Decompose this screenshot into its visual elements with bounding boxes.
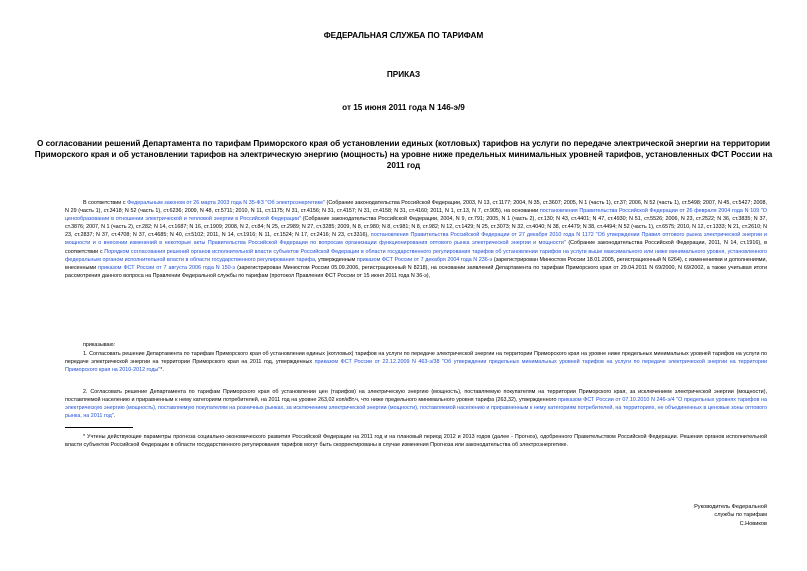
item1-text-1: 1. Согласовать решение Департамента по тарифам Приморского края об установлении единых (котловых) тарифов на услуги по передаче электрической энергии на территории Приморского края на уровне ниже предельных минимальных уровней тарифов на услуги по передаче электрической энергии на территории Приморского края на 2011 год, утвержденных (65, 351, 767, 366)
link-order-236[interactable]: приказом ФСТ России от 7 декабря 2004 года N 236-э (356, 256, 493, 263)
order-item-2 (65, 388, 767, 420)
preamble-text-5: , утвержденным (314, 256, 357, 263)
order-word: приказываю: (83, 342, 116, 348)
signature-title-line-2: службы по тарифам (714, 512, 767, 519)
item1-text-2: *. (160, 367, 164, 374)
preamble-paragraph (65, 199, 767, 280)
preamble-text-6: (зарегистрирован Минюстом России 18.01.2005, регистрационный N 6264), с изменениями и дополнениями, внесенными (65, 256, 767, 271)
signature-name: С.Новиков (739, 520, 767, 527)
preamble-text-3: (Собрание законодательства Российской Федерации, 2004, N 9, ст.791; 2005, N 1 (часть 2), ст.130; N 43, ст.4401; N 47, ст.4930; N 51, ст.5526; 2006, N 23, ст.2522; N 36, ст.3835; N 37, ст.3876; 2007, N 1 (часть 2), ст.282; N 14, ст.1687; N 16, ст.1909; 2008, N 2, ст.84; N 25, ст.2989; N 27, ст.3285; 2009, N 8, ст.980; N 8, ст.981; N 8, ст.982; N 12, ст.1429; N 25, ст.3073; N 32, ст.4040; N 38, ст.4479; N 38, ст.4494; N 52 (часть 1), ст.6575; 2010, N 12, ст.1333; N 21, ст.2610; N 23, ст.2837; N 37, ст.4708; N 37, ст.4685; N 40, ст.5102; 2011, N 14, ст.1916; N 11, ст.1524; N 17, ст.2416; N 23, ст.3316), (65, 216, 767, 239)
link-federal-law-35[interactable]: Федеральным законом от 26 марта 2003 года N 35-ФЗ "Об электроэнергетике" (127, 200, 326, 206)
signature-title-line-1: Руководитель Федеральной (694, 504, 767, 510)
link-order-150[interactable]: приказом ФСТ России от 7 августа 2006 года N 150-э (98, 264, 236, 271)
order-item-1 (65, 350, 767, 374)
footnote-separator (65, 427, 133, 428)
item2-text-1: 2. Согласовать решение Департамента по тарифам Приморского края об установлении цен (тарифов) на электрическую энергию (мощность), поставляемую покупателям на территории Приморского края, за исключением электрической энергии (мощности), поставляемой населению и приравненным к нему категориям потребителей, на 2011 год на уровне 263,02 коп/кВт.ч, что ниже предельного минимального уровня тарифа (263,32), утвержденного (65, 389, 767, 404)
link-order-246[interactable]: приказом ФСТ России от 07.10.2010 N 246-э/4 "О предельных уровнях тарифов на электрическую энергию (мощность), поставляемую покупателям на розничных рынках, за исключением электрической энергии (мощности), поставляемой населению и приравненным к нему категориям потребителей, на территориях, не объединенных в ценовые зоны оптового рынка, на 2011 год" (65, 397, 767, 420)
link-approval-procedure[interactable]: Порядком согласования решений органов исполнительной власти субъектов Российской Федерации в области государственного регулирования тарифов об установлении тарифов на услуги выше максимального или ниже минимального уровня, установленного федеральным органом исполнительной власти в области государственного регулирования тарифа (65, 248, 767, 263)
preamble-text-4: (Собрание законодательства Российской Федерации, 2011, N 14, ст.1916), в соответствии с (65, 240, 767, 255)
link-resolution-109[interactable]: постановления Правительства Российской Федерации от 26 февраля 2004 года N 109 "О ценообразовании в отношении электрической и тепловой энергии в Российской Федерации" (65, 208, 767, 223)
item2-text-2: . (113, 413, 116, 420)
preamble-text-7: (зарегистрирован Минюстом России 05.09.2006, регистрационный N 8218), на основании заявлений Департамента по тарифам Приморского края от 29.04.2011 N 69/2000, N 69/2002, а также учитывая итоги рассмотрения данного вопроса на Правлении Федеральной службы по тарифам (протокол Правления ФСТ России от 15 июня 2011 года N 36-э), (65, 264, 767, 279)
document-type-heading: ПРИКАЗ (386, 70, 421, 79)
signature-block (694, 503, 767, 528)
document-title: О согласовании решений Департамента по тарифам Приморского края об установлении единых (котловых) тарифов на услуги по передаче электрической энергии на территории Приморского края и об установлении тарифов на электрическую энергию (мощность) на уровне ниже предельных минимальных уровней тарифов, установленных ФСТ России на 2011 год (34, 139, 773, 170)
preamble-text-2: (Собрание законодательства Российской Федерации, 2003, N 13, ст.1177; 2004, N 35, ст.3607; 2005, N 1 (часть 1), ст.37; 2006, N 52 (часть 1), ст.5498; 2007, N 45, ст.5427; 2008, N 29 (часть 1), ст.3418; N 52 (часть 1), ст.6236; 2009, N 48, ст.5711; 2010, N 11, ст.1175; N 31, ст.4156; N 31, ст.4157; N 31, ст.4158; N 31, ст.4160; 2011, N 1, ст.13, N 7, ст.905), на основании (65, 200, 767, 215)
preamble-text-1: В соответствии с (83, 200, 128, 206)
document-date-number: от 15 июня 2011 года N 146-э/9 (342, 103, 465, 112)
footnote: * Учтены действующие параметры прогноза социально-экономического развития Российской Федерации на 2011 год и на плановый период 2012 и 2013 годов (далее - Прогноз), одобренного Правительством Российской Федерации. Решения органов исполнительной власти субъектов Российской Федерации в области государственного регулирования тарифов могут быть скорректированы в случае изменения Прогноза или законодательства об электроэнергетике. (65, 434, 767, 449)
agency-heading: ФЕДЕРАЛЬНАЯ СЛУЖБА ПО ТАРИФАМ (323, 31, 484, 40)
link-order-463[interactable]: приказом ФСТ России от 22.12.2009 N 463-э/38 "Об утверждении предельных минимальных уровней тарифов на услуги по передаче электрической энергии на территории Приморского края на 2010-2012 годы" (65, 359, 767, 374)
link-resolution-1172[interactable]: постановления Правительства Российской Федерации от 27 декабря 2010 года N 1172 "Об утверждении Правил оптового рынка электрической энергии и мощности и о внесении изменений в некоторые акты Правительства Российской Федерации по вопросам организации функционирования оптового рынка электрической энергии и мощности" (65, 232, 767, 247)
